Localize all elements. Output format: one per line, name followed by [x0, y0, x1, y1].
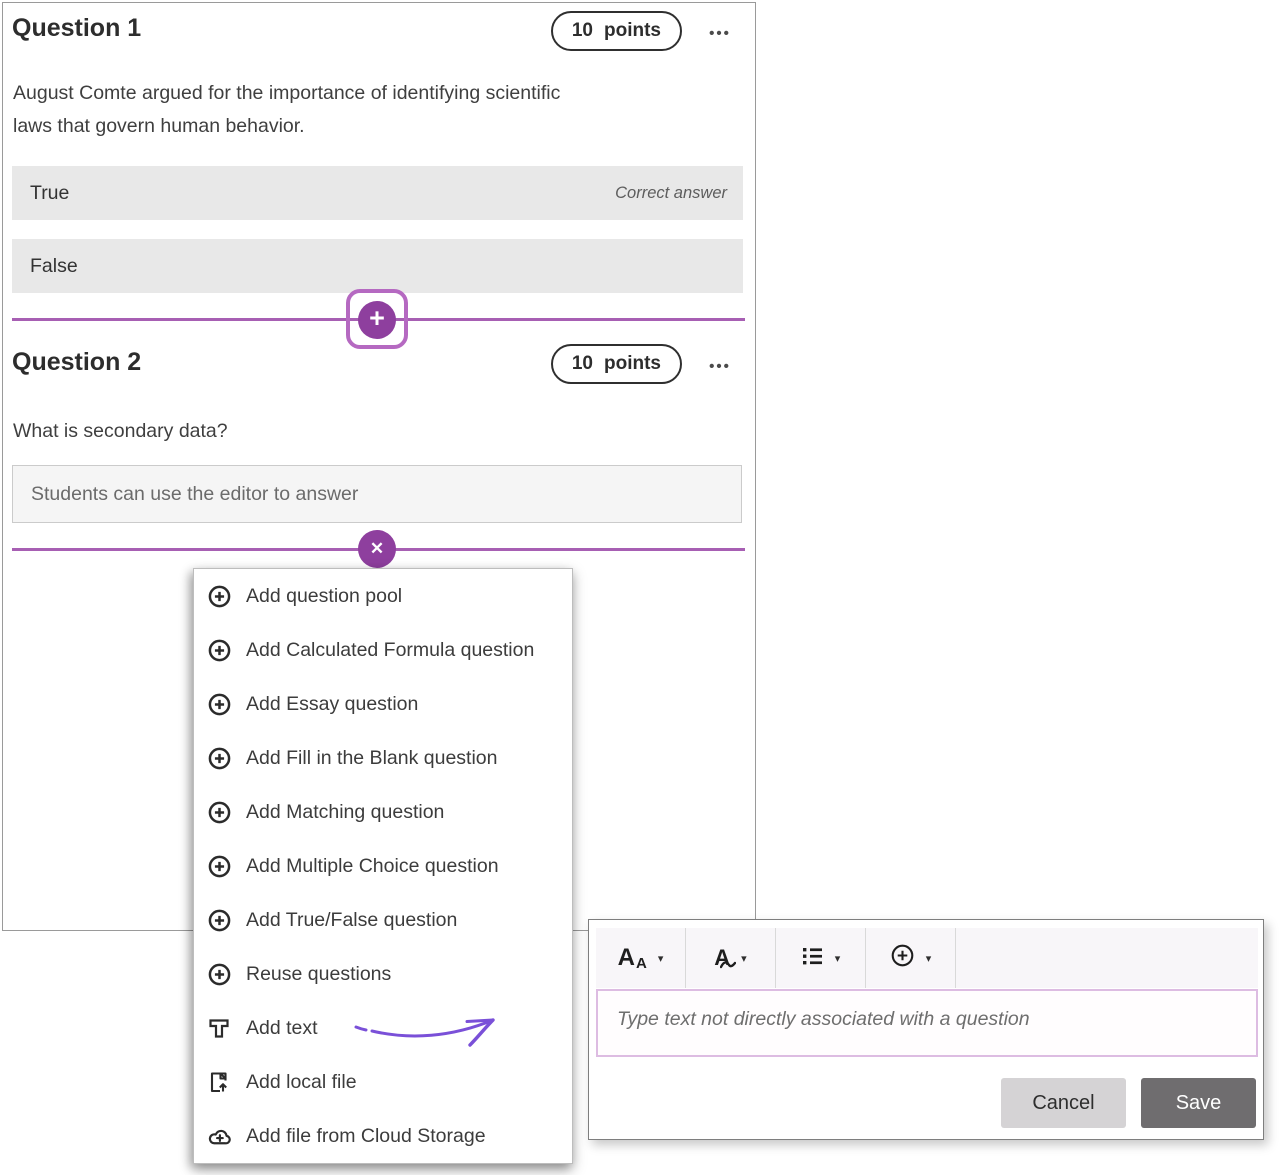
add-content-menu: [193, 568, 573, 1164]
chevron-down-icon: ▾: [834, 952, 841, 965]
answer-row-true[interactable]: [12, 166, 743, 220]
question-2-text: What is secondary data?: [13, 420, 228, 442]
answer-label: False: [30, 254, 78, 277]
question-1-title: Question 1: [12, 14, 142, 42]
toolbar-spacer: [956, 928, 1258, 988]
add-text-editor-panel: [588, 919, 1264, 1140]
points-unit: points: [604, 20, 661, 41]
toolbar-font-style-dropdown[interactable]: [596, 928, 686, 988]
menu-item-add-true-false[interactable]: Add True/False question: [194, 893, 572, 947]
menu-item-add-question-pool[interactable]: Add question pool: [194, 569, 572, 623]
circle-plus-icon: [206, 691, 232, 717]
menu-item-add-fill-in-the-blank[interactable]: Add Fill in the Blank question: [194, 731, 572, 785]
circle-plus-icon: [206, 961, 232, 987]
editor-toolbar: [596, 928, 1258, 988]
circle-plus-icon: [890, 943, 915, 973]
text-icon: [206, 1015, 232, 1041]
annotation-arrow-icon: [352, 1000, 520, 1052]
points-unit: points: [604, 353, 661, 374]
menu-item-add-matching[interactable]: Add Matching question: [194, 785, 572, 839]
menu-item-add-local-file[interactable]: Add local file: [194, 1055, 572, 1109]
circle-plus-icon: [206, 637, 232, 663]
menu-item-add-multiple-choice[interactable]: Add Multiple Choice question: [194, 839, 572, 893]
menu-item-reuse-questions[interactable]: Reuse questions: [194, 947, 572, 1001]
question-2-title: Question 2: [12, 348, 142, 376]
circle-plus-icon: [206, 583, 232, 609]
chevron-down-icon: ▾: [657, 952, 664, 965]
chevron-down-icon: ▾: [925, 952, 932, 965]
close-icon: ✕: [369, 539, 385, 558]
save-button[interactable]: Save: [1141, 1078, 1256, 1128]
editor-text-input[interactable]: Type text not directly associated with a question: [596, 989, 1258, 1057]
question-1-points-pill[interactable]: [551, 11, 682, 51]
answer-row-false[interactable]: [12, 239, 743, 293]
menu-item-add-essay[interactable]: Add Essay question: [194, 677, 572, 731]
toolbar-text-color-dropdown[interactable]: [686, 928, 776, 988]
circle-plus-icon: [206, 799, 232, 825]
chevron-down-icon: ▾: [741, 952, 747, 965]
question-2-points-pill[interactable]: [551, 344, 682, 384]
question-1-more-options-icon[interactable]: •••: [709, 25, 731, 42]
toolbar-list-dropdown[interactable]: [776, 928, 866, 988]
close-add-menu-button[interactable]: [358, 530, 396, 568]
essay-answer-placeholder: Students can use the editor to answer: [12, 465, 742, 523]
menu-item-add-file-from-cloud-storage[interactable]: Add file from Cloud Storage: [194, 1109, 572, 1163]
circle-plus-icon: [206, 907, 232, 933]
circle-plus-icon: [206, 853, 232, 879]
cancel-button[interactable]: Cancel: [1001, 1078, 1126, 1128]
font-style-icon: A A: [617, 944, 647, 972]
menu-item-add-text[interactable]: Add text: [194, 1001, 572, 1055]
file-upload-icon: [206, 1069, 232, 1095]
toolbar-insert-dropdown[interactable]: [866, 928, 956, 988]
points-value: 10: [571, 353, 593, 374]
bulleted-list-icon: [801, 945, 824, 972]
correct-answer-note: Correct answer: [615, 183, 727, 202]
menu-item-add-calculated-formula[interactable]: Add Calculated Formula question: [194, 623, 572, 677]
question-1-text: August Comte argued for the importance of identifying scientific laws that govern human behavior.: [13, 82, 561, 137]
points-value: 10: [571, 20, 593, 41]
circle-plus-icon: [206, 745, 232, 771]
plus-icon: +: [369, 303, 385, 333]
text-color-icon: A: [714, 945, 730, 971]
question-2-more-options-icon[interactable]: •••: [709, 358, 731, 375]
cloud-upload-icon: [206, 1123, 232, 1149]
add-content-button[interactable]: [358, 301, 396, 339]
answer-label: True: [30, 181, 70, 204]
